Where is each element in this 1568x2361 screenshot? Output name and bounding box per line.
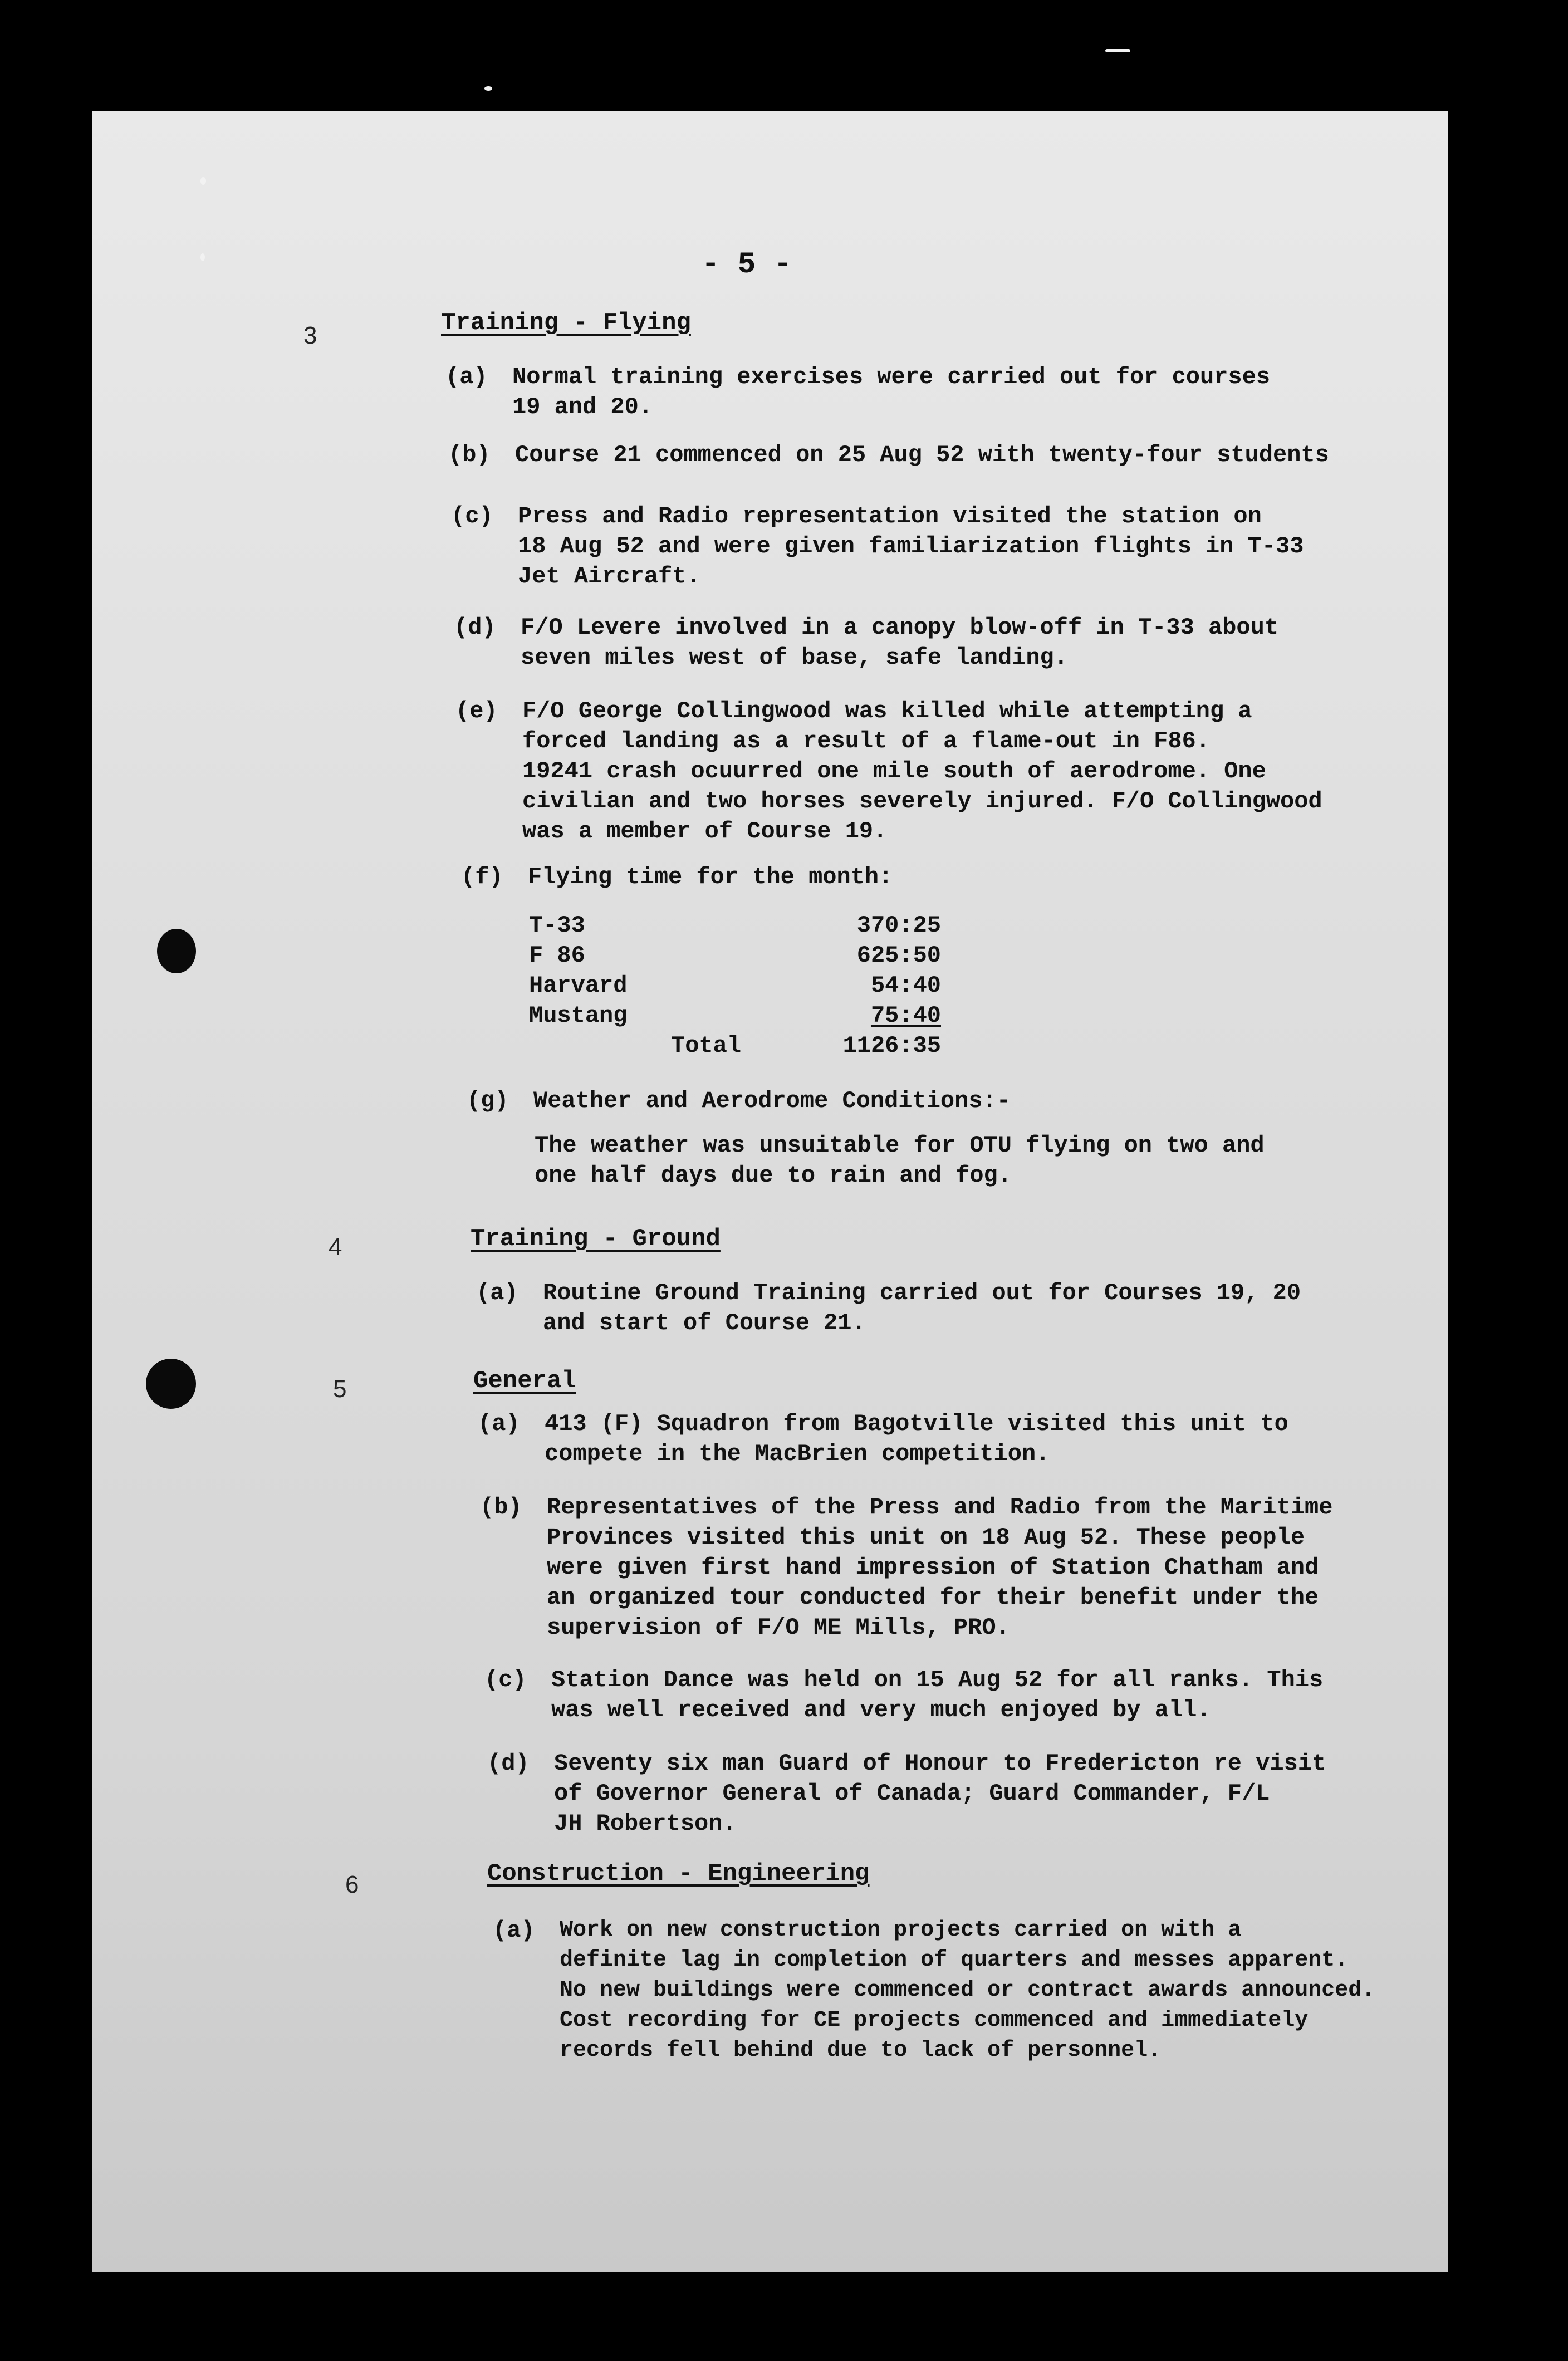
scan-speck: [200, 177, 206, 185]
section-number: 4: [329, 1233, 342, 1261]
item-label: (c): [484, 1667, 527, 1693]
item-text-line: and start of Course 21.: [543, 1310, 866, 1336]
item-label: (f): [461, 864, 503, 890]
table-row: [529, 910, 941, 941]
item-label: (a): [493, 1917, 535, 1944]
punch-hole-mark: [157, 929, 196, 973]
item-text-line: Work on new construction projects carried on with a: [560, 1918, 1242, 1943]
total-label: Total: [671, 1032, 742, 1059]
item-text-line: an organized tour conducted for their benefit under the: [547, 1584, 1319, 1611]
item-text-line: Flying time for the month:: [528, 864, 893, 890]
item-text-line: definite lag in completion of quarters and messes apparent.: [560, 1948, 1349, 1973]
item-text-line: forced landing as a result of a flame-out in F86.: [522, 728, 1211, 755]
aircraft-cell: T-33: [529, 912, 585, 939]
item-text-line: Normal training exercises were carried out for courses: [512, 364, 1271, 390]
item-text-line: Representatives of the Press and Radio from the Maritime: [547, 1494, 1333, 1521]
item-text-line: JH Robertson.: [554, 1810, 737, 1837]
item-label: (a): [478, 1410, 520, 1437]
item-text-line: supervision of F/O ME Mills, PRO.: [547, 1614, 1010, 1641]
item-text-line: Routine Ground Training carried out for Courses 19, 20: [543, 1280, 1301, 1306]
item-text-line: Jet Aircraft.: [518, 563, 700, 590]
item-text-line: records fell behind due to lack of personnel.: [560, 2038, 1162, 2063]
section-number: 3: [303, 322, 317, 349]
flying-time-table: [529, 910, 941, 1061]
section-heading-general: General: [473, 1367, 576, 1395]
item-label: (d): [487, 1750, 530, 1777]
item-text-line: Provinces visited this unit on 18 Aug 52. These people: [547, 1524, 1305, 1551]
scan-speck: [1105, 49, 1130, 52]
item-label: (c): [451, 503, 493, 530]
table-row: [529, 971, 941, 1001]
item-label: (a): [445, 364, 488, 390]
scan-speck: [484, 86, 492, 91]
item-text-line: The weather was unsuitable for OTU flying on two and: [535, 1132, 1265, 1159]
item-label: (a): [476, 1280, 518, 1306]
item-text-line: No new buildings were commenced or contract awards announced.: [560, 1978, 1375, 2003]
item-label: (g): [467, 1088, 509, 1114]
item-text-line: Cost recording for CE projects commenced and immediately: [560, 2008, 1309, 2033]
section-heading-construction-engineering: Construction - Engineering: [487, 1860, 870, 1888]
page-number: - 5 -: [702, 248, 792, 282]
section-heading-training-ground: Training - Ground: [471, 1225, 721, 1253]
section-number: 5: [333, 1375, 347, 1403]
total-value: 1126:35: [842, 1032, 941, 1059]
item-text-line: Course 21 commenced on 25 Aug 52 with twenty-four students: [515, 442, 1329, 468]
item-text-line: F/O Levere involved in a canopy blow-off in T-33 about: [521, 614, 1279, 641]
item-text-line: of Governor General of Canada; Guard Commander, F/L: [554, 1780, 1270, 1807]
item-label: (e): [455, 698, 498, 724]
punch-hole-mark: [146, 1359, 196, 1409]
item-text-line: Station Dance was held on 15 Aug 52 for all ranks. This: [551, 1667, 1324, 1693]
section-number: 6: [345, 1871, 359, 1898]
item-text-line: Press and Radio representation visited the station on: [518, 503, 1262, 530]
item-text-line: 19 and 20.: [512, 394, 653, 420]
item-text-line: 18 Aug 52 and were given familiarization flights in T-33: [518, 533, 1304, 560]
item-text-line: compete in the MacBrien competition.: [545, 1441, 1050, 1467]
weather-note: [535, 1130, 1265, 1191]
scan-speck: [200, 253, 205, 261]
item-text-line: civilian and two horses severely injured. F/O Collingwood: [522, 788, 1322, 815]
item-text-line: was well received and very much enjoyed by all.: [551, 1697, 1211, 1723]
table-total-row: [529, 1031, 941, 1061]
item-text-line: 19241 crash ocuurred one mile south of aerodrome. One: [522, 758, 1266, 785]
item-label: (b): [448, 442, 491, 468]
aircraft-cell: F 86: [529, 942, 585, 969]
time-cell: 75:40: [870, 1002, 941, 1029]
table-row: [529, 941, 941, 971]
item-text-line: was a member of Course 19.: [522, 818, 888, 845]
time-cell: 54:40: [870, 972, 941, 999]
item-text-line: F/O George Collingwood was killed while attempting a: [522, 698, 1252, 724]
time-cell: 625:50: [856, 942, 941, 969]
item-text-line: Seventy six man Guard of Honour to Fredericton re visit: [554, 1750, 1326, 1777]
item-label: (d): [454, 614, 496, 641]
item-text-line: one half days due to rain and fog.: [535, 1162, 1012, 1189]
table-row: [529, 1001, 941, 1031]
aircraft-cell: Mustang: [529, 1002, 628, 1029]
time-cell: 370:25: [856, 912, 941, 939]
item-label: (b): [480, 1494, 522, 1521]
item-text-line: Weather and Aerodrome Conditions:-: [533, 1088, 1011, 1114]
item-text-line: seven miles west of base, safe landing.: [521, 644, 1068, 671]
section-heading-training-flying: Training - Flying: [441, 309, 691, 337]
item-text-line: were given first hand impression of Station Chatham and: [547, 1554, 1319, 1581]
aircraft-cell: Harvard: [529, 972, 628, 999]
item-text-line: 413 (F) Squadron from Bagotville visited this unit to: [545, 1410, 1288, 1437]
